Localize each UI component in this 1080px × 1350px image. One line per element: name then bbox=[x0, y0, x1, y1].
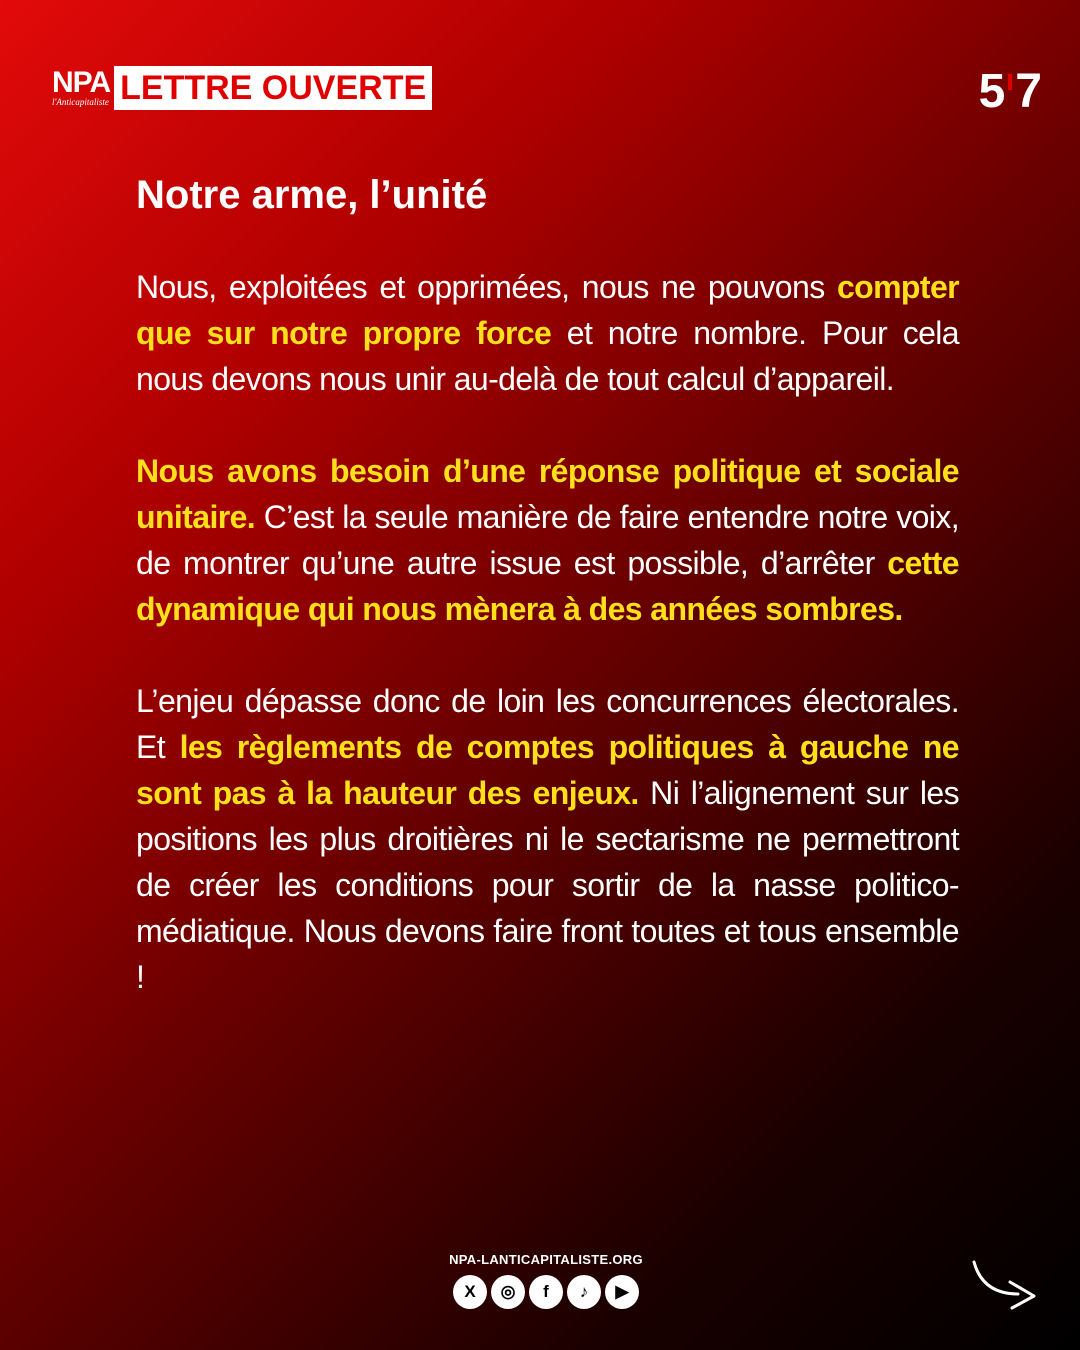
body-text: et notre nombre. Pour cela nous devons nous unir au-delà de tout calcul d’appareil. bbox=[136, 315, 959, 397]
npa-logo bbox=[52, 66, 110, 110]
body-text: C’est la seule manière de faire entendre notre voix, de montrer qu’une autre issue est possible, d’arrêter bbox=[136, 499, 959, 581]
highlighted-text: les règlements de comptes politiques à gauche ne sont pas à la hauteur des enjeux. bbox=[136, 729, 960, 811]
page-total: 7 bbox=[1015, 65, 1042, 118]
body-text: L’enjeu dépasse donc de loin les concurrences électorales. Et bbox=[136, 683, 959, 765]
social-links bbox=[446, 1275, 646, 1309]
tiktok-icon[interactable]: ♪ bbox=[567, 1275, 601, 1309]
highlighted-text: Nous avons besoin d’une réponse politique et sociale unitaire. bbox=[136, 453, 959, 535]
page-current: 5 bbox=[978, 65, 1006, 118]
logo-text: NPA bbox=[52, 66, 111, 99]
x-icon[interactable]: X bbox=[453, 1275, 487, 1309]
body-text: Ni l’alignement sur les positions les plus droitières ni le sectarisme ne permettront de créer les conditions pour sortir de la nasse politico-médiatique. Nous devons faire front toutes et tous ensemble ! bbox=[136, 775, 960, 995]
instagram-icon[interactable]: ◎ bbox=[491, 1275, 525, 1309]
paragraphs bbox=[136, 264, 959, 1000]
page-separator bbox=[1008, 74, 1012, 90]
highlighted-text: cette dynamique qui nous mènera à des années sombres. bbox=[136, 545, 959, 627]
main-content bbox=[136, 170, 959, 1046]
facebook-icon[interactable]: f bbox=[529, 1275, 563, 1309]
section-title: Notre arme, l’unité bbox=[136, 173, 488, 217]
next-arrow-icon[interactable] bbox=[970, 1254, 1040, 1314]
youtube-icon[interactable]: ▶ bbox=[605, 1275, 639, 1309]
paragraph bbox=[136, 448, 959, 632]
highlighted-text: compter que sur notre propre force bbox=[136, 269, 959, 351]
body-text: Nous, exploitées et opprimées, nous ne pouvons bbox=[136, 269, 837, 305]
header bbox=[52, 66, 432, 110]
website-link[interactable]: NPA-LANTICAPITALISTE.ORG bbox=[449, 1252, 643, 1267]
category-badge: LETTRE OUVERTE bbox=[114, 66, 432, 110]
paragraph bbox=[136, 678, 959, 1000]
page-indicator bbox=[979, 64, 1042, 119]
paragraph bbox=[136, 264, 959, 402]
logo-subtitle: l'Anticapitaliste bbox=[52, 97, 109, 107]
footer bbox=[446, 1252, 646, 1309]
